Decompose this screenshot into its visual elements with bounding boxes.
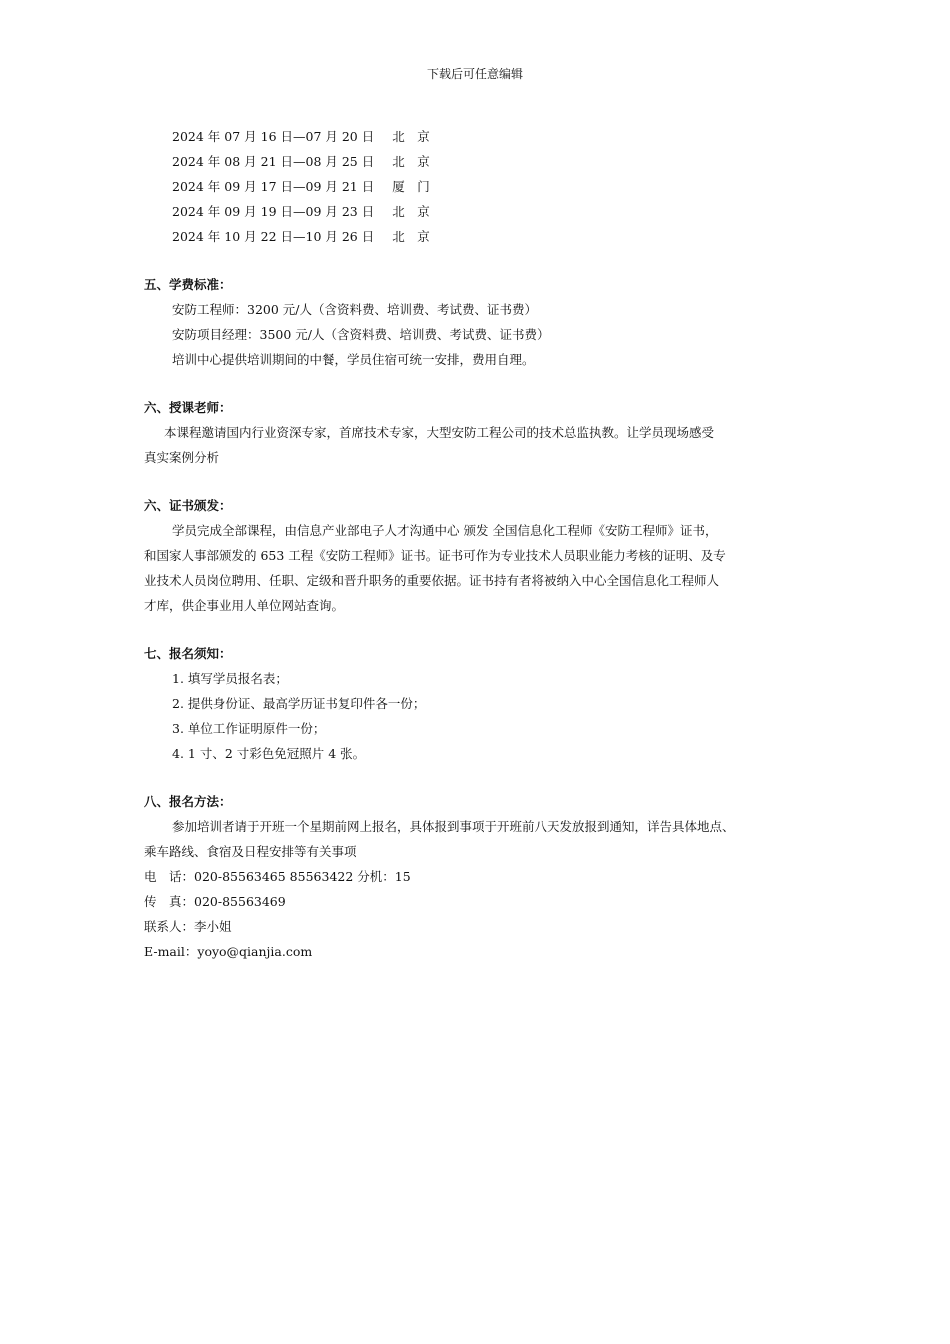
phone-line: 电 话：020-85563465 85563422 分机：15 [144,869,411,884]
section-heading: 八、报名方法： [144,794,232,809]
schedule-dates: 2024 年 09 月 17 日—09 月 21 日 [172,179,375,194]
schedule-dates: 2024 年 10 月 22 日—10 月 26 日 [172,229,375,244]
schedule-row [144,149,824,174]
schedule-city: 北 京 [392,229,430,244]
section-heading: 六、授课老师： [144,400,232,415]
schedule-row [144,224,824,249]
fax-line: 传 真：020-85563469 [144,894,286,909]
email-line[interactable]: E-mail：yoyo@qianjia.com [144,944,313,959]
paragraph-line: 业技术人员岗位聘用、任职、定级和晋升职务的重要依据。证书持有者将被纳入中心全国信息化工程师人 [144,573,720,588]
document-body [144,124,824,964]
schedule-row [144,174,824,199]
fees-section [144,272,824,372]
certificate-section [144,493,824,618]
fee-line: 安防项目经理：3500 元/人（含资料费、培训费、考试费、证书费） [172,327,550,342]
fee-line: 安防工程师：3200 元/人（含资料费、培训费、考试费、证书费） [172,302,537,317]
schedule-dates: 2024 年 09 月 19 日—09 月 23 日 [172,204,375,219]
paragraph-line: 才库，供企事业用人单位网站查询。 [144,598,345,613]
page-header: 下载后可任意编辑 [426,67,523,81]
contact-line: 联系人：李小姐 [144,919,232,934]
notice-section [144,641,824,766]
schedule-dates: 2024 年 07 月 16 日—07 月 20 日 [172,129,375,144]
teachers-section [144,395,824,470]
paragraph-line: 本课程邀请国内行业资深专家，首席技术专家，大型安防工程公司的技术总监执教。让学员现场感受 [164,425,715,440]
section-heading: 七、报名须知： [144,646,232,661]
schedule-row [144,124,824,149]
list-item: 2. 提供身份证、最高学历证书复印件各一份； [172,696,426,711]
schedule-dates: 2024 年 08 月 21 日—08 月 25 日 [172,154,375,169]
schedule-list [144,124,824,249]
schedule-city: 厦 门 [392,179,430,194]
section-heading: 六、证书颁发： [144,498,232,513]
paragraph-line: 参加培训者请于开班一个星期前网上报名，具体报到事项于开班前八天发放报到通知，详告具体地点、 [172,819,735,834]
paragraph-line: 和国家人事部颁发的 653 工程《安防工程师》证书。证书可作为专业技术人员职业能力考核的证明、及专 [144,548,726,563]
schedule-row [144,199,824,224]
paragraph-line: 乘车路线、食宿及日程安排等有关事项 [144,844,357,859]
section-heading: 五、学费标准： [144,277,232,292]
paragraph-line: 真实案例分析 [144,450,220,465]
fee-line: 培训中心提供培训期间的中餐，学员住宿可统一安排，费用自理。 [172,352,535,367]
list-item: 4. 1 寸、2 寸彩色免冠照片 4 张。 [172,746,366,761]
paragraph-line: 学员完成全部课程，由信息产业部电子人才沟通中心 颁发 全国信息化工程师《安防工程师》证书， [172,523,718,538]
list-item: 3. 单位工作证明原件一份； [172,721,326,736]
schedule-city: 北 京 [392,204,430,219]
schedule-city: 北 京 [392,129,430,144]
list-item: 1. 填写学员报名表； [172,671,288,686]
method-section [144,789,824,964]
schedule-city: 北 京 [392,154,430,169]
